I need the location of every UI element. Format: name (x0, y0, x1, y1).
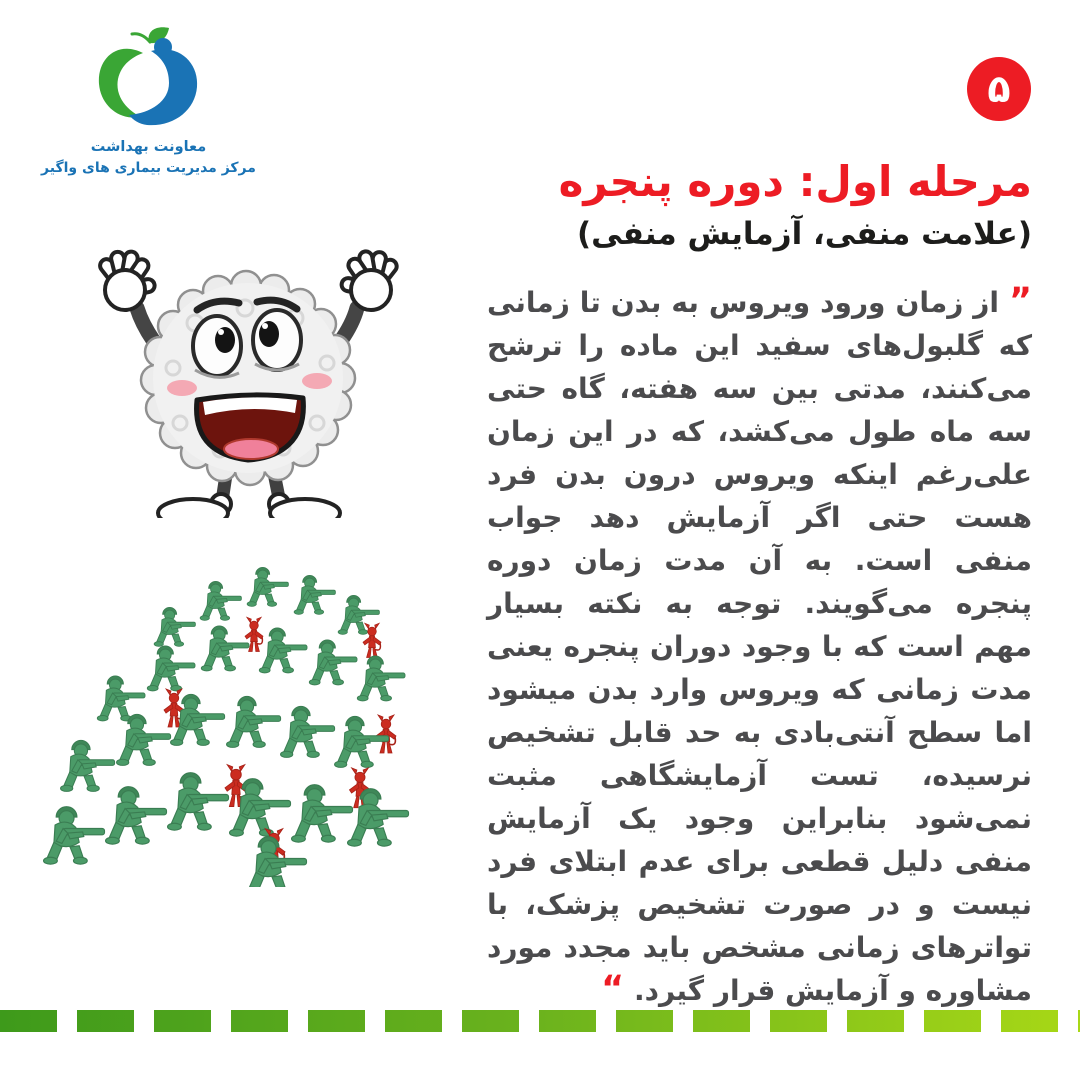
quote-open-icon: ” (1008, 281, 1032, 321)
logo-org-line1: معاونت بهداشت (90, 139, 207, 155)
mascot-shoes (158, 494, 340, 518)
white-blood-cell-mascot-illustration (45, 228, 445, 518)
heart-swirl-logo-icon (88, 26, 210, 132)
mascot-right-hand (340, 250, 399, 310)
step-number-badge (967, 57, 1031, 121)
article-body-text: از زمان ورود ویروس به بدن تا زمانی که گلبول‌های سفید این ماده را ترشح می‌کنند، مدتی بین سه هفته، گاه حتی سه ماه طول می‌کشد، که در این زمان علی‌رغم اینکه ویروس درون بدن فرد هست حتی اگر آزمایش دهد جواب منفی است. به آن مدت زمان دوره پنجره می‌گویند. توجه به نکته بسیار مهم است که با وجود دوران پنجره یعنی مدت زمانی که ویروس وارد بدن میشود اما سطح آنتی‌بادی به حد قابل تشخیص نرسیده، تست آزمایشگاهی مثبت نمی‌شود بنابراین وجود یک آزمایش منفی دلیل قطعی برای عدم ابتلای فرد نیست و در صورت تشخیص پزشک، با تواترهای زمانی مشخص باید مجدد مورد مشاوره و آزمایش قرار گیرد. (487, 286, 1032, 1007)
mascot-left-cheek (167, 380, 197, 396)
mascot-tongue (224, 439, 278, 459)
step-number: ۵ (987, 67, 1011, 111)
quote-close-icon: “ (601, 969, 625, 1009)
page-subtitle: (علامت منفی، آزمایش منفی) (576, 215, 1032, 252)
page-title: مرحله اول: دوره پنجره (558, 157, 1032, 206)
mascot-left-hand (97, 250, 155, 310)
soldier-rank-back (154, 567, 379, 646)
logo-caption (36, 136, 261, 180)
mascot-right-cheek (302, 373, 332, 389)
footer-dashed-divider (0, 1010, 1080, 1032)
logo-dot (154, 38, 172, 56)
health-ministry-logo (36, 26, 261, 180)
title-block (447, 156, 1032, 253)
logo-org-line2: مرکز مدیریت بیماری های واگیر (41, 160, 256, 177)
soldier-rank-front (44, 765, 409, 887)
soldiers-vs-virus-illustration (22, 552, 467, 887)
article-body (487, 281, 1032, 1012)
